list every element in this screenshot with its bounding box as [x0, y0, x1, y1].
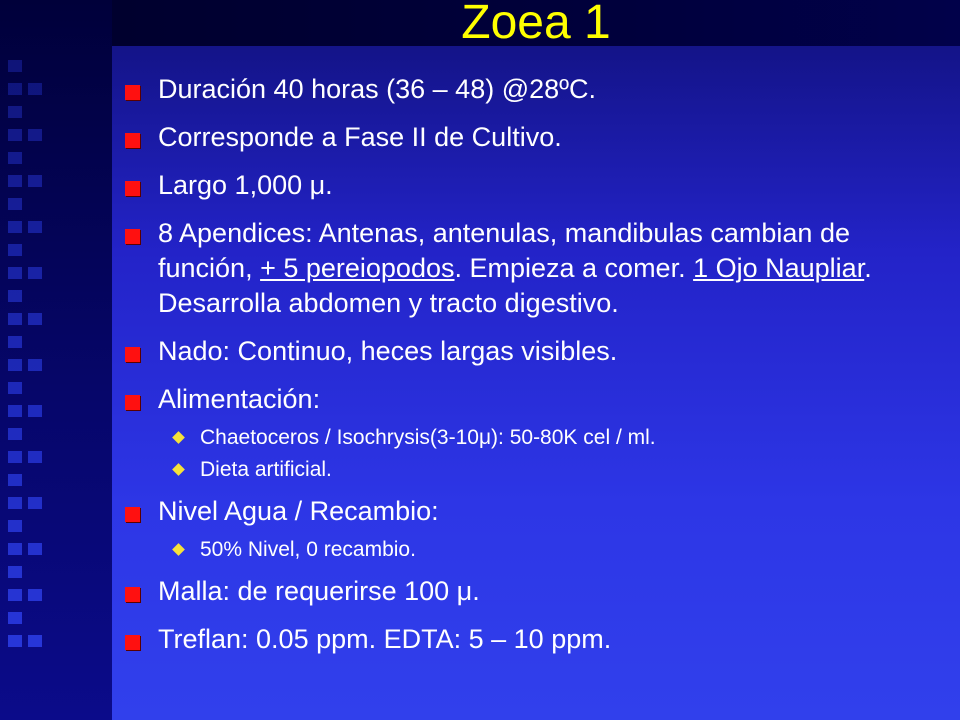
decorative-square: [28, 451, 42, 463]
ojo-naupliar-link[interactable]: 1 Ojo Naupliar: [693, 253, 865, 283]
bullet-treflan: [124, 622, 934, 657]
decorative-square: [28, 405, 42, 417]
bullet-text: Treflan: 0.05 ppm. EDTA: 5 – 10 ppm.: [158, 624, 612, 654]
decorative-square: [8, 267, 22, 279]
decorative-square: [28, 221, 42, 233]
sub-bullet-text: Dieta artificial.: [200, 458, 332, 481]
slide-title: Zoea 1: [461, 0, 611, 49]
decorative-square: [8, 612, 22, 624]
decorative-square: [8, 589, 22, 601]
bullet-largo: [124, 168, 934, 203]
decorative-square: [28, 83, 42, 95]
bullet-text: Largo 1,000 μ.: [158, 170, 333, 200]
yellow-diamond-bullet-icon: [172, 431, 185, 444]
decorative-square: [8, 198, 22, 210]
left-square-pattern: [0, 60, 112, 680]
pereiopodos-link[interactable]: + 5 pereiopodos: [260, 253, 455, 283]
bullet-apendices: [124, 216, 934, 321]
red-square-bullet-icon: [125, 229, 140, 244]
sub-bullet-nivel: [124, 537, 934, 563]
red-square-bullet-icon: [125, 181, 140, 196]
red-square-bullet-icon: [125, 395, 140, 410]
red-square-bullet-icon: [125, 507, 140, 522]
red-square-bullet-icon: [125, 347, 140, 362]
bullet-duracion: [124, 72, 934, 107]
bullet-nado: [124, 334, 934, 369]
bullet-text: Alimentación:: [158, 384, 321, 414]
decorative-square: [28, 267, 42, 279]
bullet-list: [124, 72, 934, 670]
bullet-text: Malla: de requerirse 100 μ.: [158, 576, 480, 606]
decorative-square: [8, 497, 22, 509]
decorative-square: [8, 290, 22, 302]
decorative-square: [28, 635, 42, 647]
bullet-text: Corresponde a Fase II de Cultivo.: [158, 122, 562, 152]
decorative-square: [8, 221, 22, 233]
yellow-diamond-bullet-icon: [172, 463, 185, 476]
sub-bullet-text: Chaetoceros / Isochrysis(3-10μ): 50-80K cel / ml.: [200, 426, 656, 449]
decorative-square: [28, 175, 42, 187]
bullet-text: Nivel Agua / Recambio:: [158, 496, 439, 526]
red-square-bullet-icon: [125, 85, 140, 100]
sub-bullet-chaetoceros: [124, 425, 934, 451]
sub-bullet-text: 50% Nivel, 0 recambio.: [200, 538, 416, 561]
decorative-square: [8, 129, 22, 141]
bullet-text: Nado: Continuo, heces largas visibles.: [158, 336, 618, 366]
decorative-square: [8, 152, 22, 164]
decorative-square: [28, 543, 42, 555]
decorative-square: [8, 244, 22, 256]
bullet-text: Duración 40 horas (36 – 48) @28ºC.: [158, 74, 596, 104]
decorative-square: [8, 106, 22, 118]
decorative-square: [8, 313, 22, 325]
bullet-text: . Empieza a comer.: [454, 253, 694, 283]
bullet-nivel-agua: [124, 494, 934, 529]
red-square-bullet-icon: [125, 635, 140, 650]
decorative-square: [8, 566, 22, 578]
decorative-square: [28, 359, 42, 371]
decorative-square: [28, 589, 42, 601]
decorative-square: [8, 520, 22, 532]
bullet-text: 8 Apendices: Antenas, antenulas, mandibulas cambian de función,: [158, 218, 850, 283]
decorative-square: [8, 359, 22, 371]
sub-bullet-dieta: [124, 457, 934, 483]
red-square-bullet-icon: [125, 133, 140, 148]
bullet-alimentacion: [124, 382, 934, 417]
decorative-square: [8, 474, 22, 486]
bullet-fase: [124, 120, 934, 155]
decorative-square: [8, 405, 22, 417]
decorative-square: [8, 428, 22, 440]
decorative-square: [8, 60, 22, 72]
decorative-square: [8, 635, 22, 647]
red-square-bullet-icon: [125, 587, 140, 602]
yellow-diamond-bullet-icon: [172, 543, 185, 556]
decorative-square: [28, 129, 42, 141]
decorative-square: [28, 497, 42, 509]
bullet-malla: [124, 574, 934, 609]
decorative-square: [8, 336, 22, 348]
bullet-text: . Desarrolla abdomen y tracto digestivo.: [158, 253, 872, 318]
decorative-square: [28, 313, 42, 325]
decorative-square: [8, 451, 22, 463]
decorative-square: [8, 382, 22, 394]
decorative-square: [8, 543, 22, 555]
decorative-square: [8, 175, 22, 187]
decorative-square: [8, 83, 22, 95]
